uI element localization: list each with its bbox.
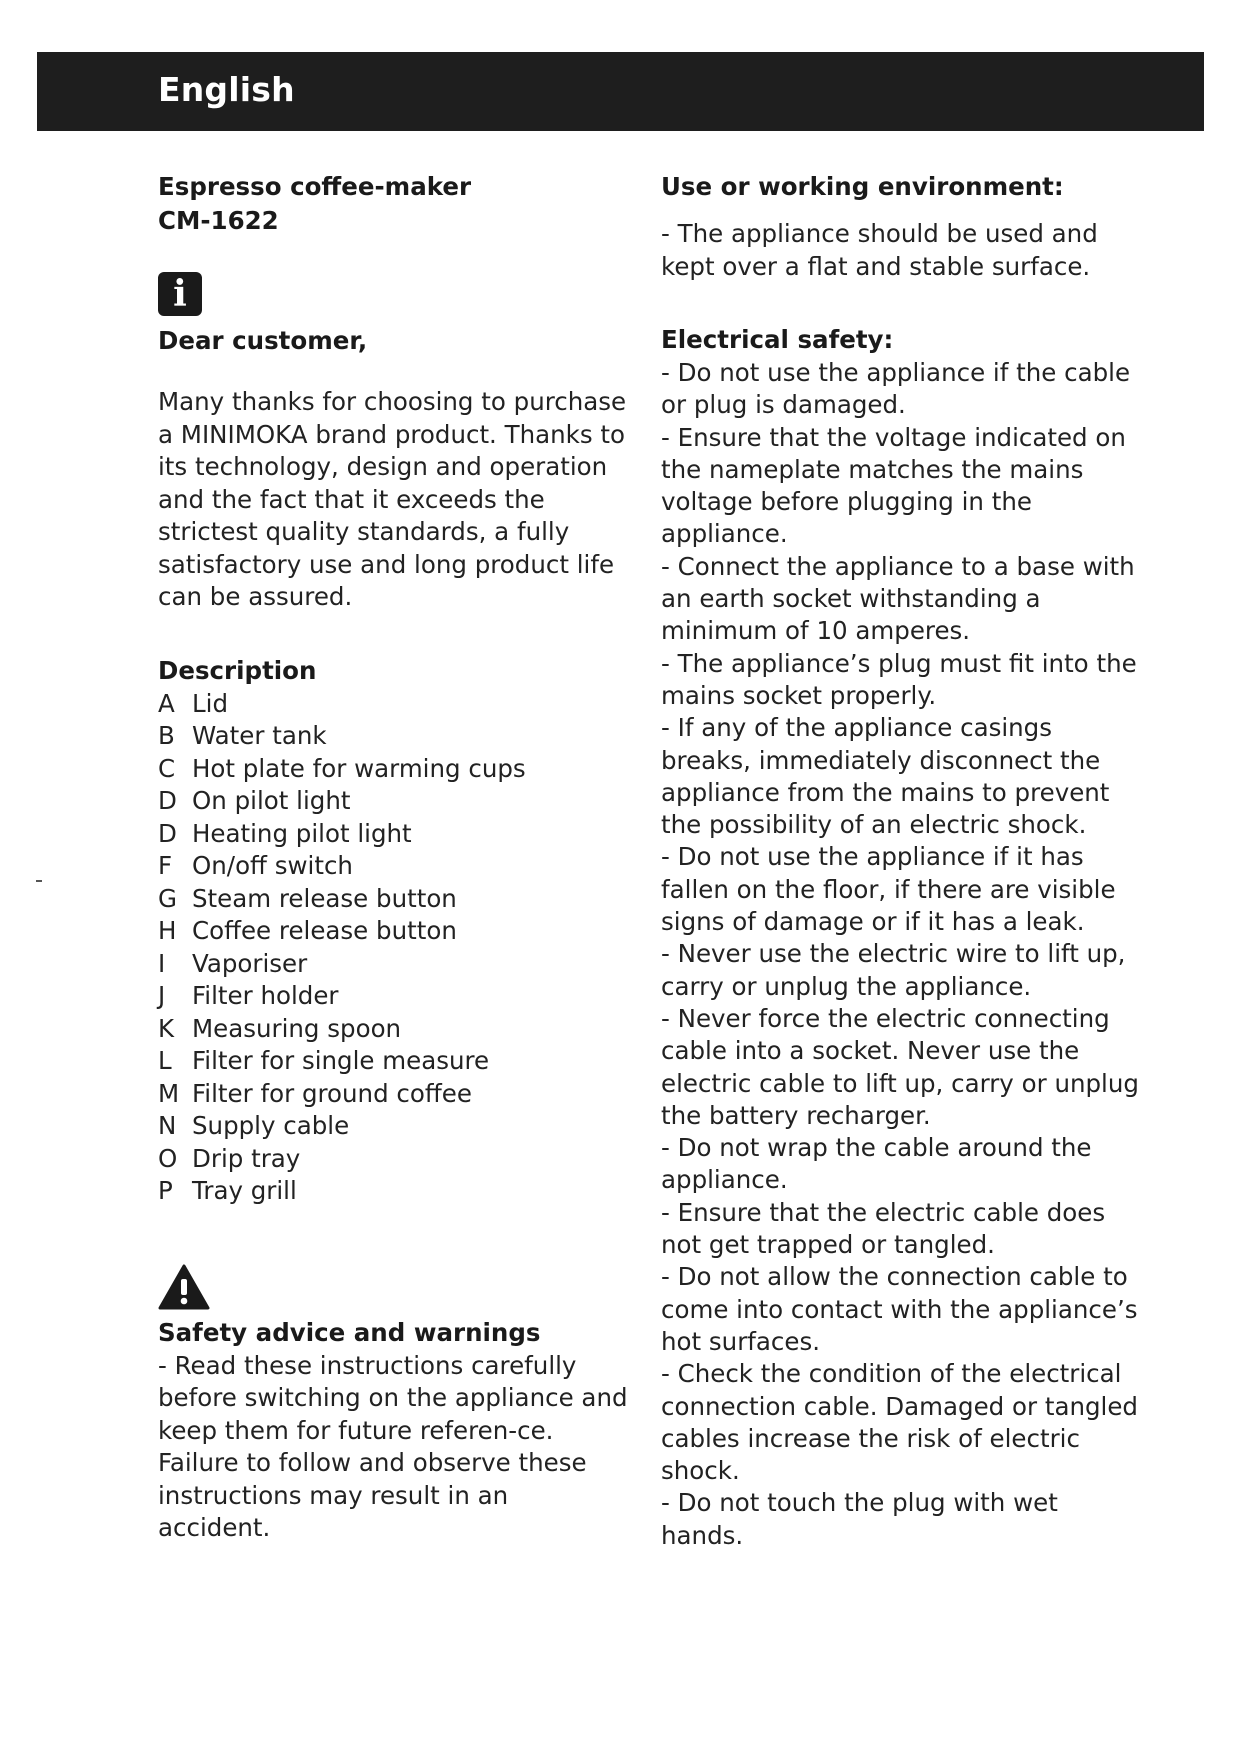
description-item [158,915,628,948]
item-label: Drip tray [192,1143,301,1173]
warning-icon [158,1264,210,1310]
description-item [158,850,628,883]
description-item [158,1110,628,1143]
item-letter: F [158,851,173,880]
language-header-bar [37,52,1204,131]
item-label: Filter for single measure [192,1046,490,1075]
description-item [158,1013,628,1046]
electrical-item: - Do not use the appliance if the cable or plug is damaged. [661,358,1131,420]
item-letter: C [158,753,176,783]
electrical-item: - Connect the appliance to a base with an earth socket withstanding a minimum of 10 amperes. [661,551,1135,646]
electrical-item: - Ensure that the voltage indicated on the nameplate matches the mains voltage before plugging in the appliance. [661,422,1126,549]
item-letter: P [158,1176,173,1205]
language-title: English [158,70,295,109]
electrical-item: - The appliance’s plug must fit into the mains socket properly. [661,648,1137,710]
electrical-title: Electrical safety: [661,325,894,354]
description-item [158,785,628,818]
item-letter: M [158,1078,180,1108]
item-label: Filter holder [192,981,339,1010]
description-item [158,688,628,721]
environment-body: - The appliance should be used and kept over a flat and stable surface. [661,219,1098,281]
description-item [158,720,628,753]
item-label: Supply cable [192,1111,350,1140]
electrical-item: - Do not use the appliance if it has fallen on the floor, if there are visible signs of damage or if it has a leak. [661,842,1116,937]
greeting-body: Many thanks for choosing to purchase a MINIMOKA brand product. Thanks to its technology, design and operation and the fact that it exceeds the strictest quality standards, a fully satisfactory use and long product life can be assured. [158,387,627,611]
safety-body: - Read these instructions carefully before switching on the appliance and keep them for future referen-ce. Failure to follow and observe these instructions may result in an accident. [158,1350,628,1542]
electrical-safety-list [661,357,1141,1552]
description-item [158,753,628,786]
description-item [158,980,628,1013]
item-letter: K [158,1013,175,1043]
item-label: Steam release button [192,883,457,913]
electrical-item: - Check the condition of the electrical connection cable. Damaged or tangled cables increase the risk of electric shock. [661,1359,1138,1486]
item-label: Heating pilot light [192,818,412,848]
item-label: Lid [192,688,229,718]
description-item [158,883,628,916]
spacer [661,283,1141,323]
left-column [158,170,628,1545]
spacer [661,204,1141,218]
electrical-item: - Never use the electric wire to lift up, carry or unplug the appliance. [661,939,1126,1001]
right-column [661,170,1141,1552]
margin-mark [36,880,42,882]
item-letter: G [158,883,177,913]
item-label: On/off switch [192,851,353,880]
electrical-item: - Do not allow the connection cable to come into contact with the appliance’s hot surfaces. [661,1262,1138,1356]
item-label: Measuring spoon [192,1013,402,1043]
item-letter: I [158,948,166,978]
item-letter: A [158,688,175,718]
item-letter: N [158,1111,177,1140]
spacer [158,614,628,654]
item-label: Coffee release button [192,916,457,945]
item-letter: D [158,818,177,848]
item-label: Hot plate for warming cups [192,753,526,783]
electrical-item: - Never force the electric connecting cable into a socket. Never use the electric cable to lift up, carry or unplug the battery recharger. [661,1003,1139,1130]
description-item [158,1175,628,1208]
item-letter: J [158,981,166,1010]
item-letter: D [158,786,177,815]
item-label: Tray grill [192,1176,297,1205]
description-item [158,818,628,851]
item-letter: O [158,1143,178,1173]
electrical-item: - If any of the appliance casings breaks, immediately disconnect the appliance from the mains to prevent the possibility of an electric shock. [661,713,1110,840]
safety-title: Safety advice and warnings [158,1317,541,1347]
electrical-item: - Do not touch the plug with wet hands. [661,1488,1058,1550]
item-label: Water tank [192,721,327,750]
product-name: Espresso coffee-maker [158,172,472,201]
info-icon: i [158,272,202,316]
electrical-item: - Do not wrap the cable around the appliance. [661,1133,1092,1195]
product-model: CM-1622 [158,206,279,235]
spacer [158,358,628,386]
description-item [158,1045,628,1078]
electrical-item: - Ensure that the electric cable does not get trapped or tangled. [661,1197,1106,1260]
description-item [158,1143,628,1176]
description-item [158,948,628,981]
description-title: Description [158,655,317,685]
description-item [158,1078,628,1111]
item-letter: L [158,1046,172,1075]
description-list [158,688,628,1208]
item-label: On pilot light [192,786,351,815]
item-label: Filter for ground coffee [192,1078,472,1108]
item-letter: H [158,916,177,945]
environment-title: Use or working environment: [661,172,1064,201]
greeting-title: Dear customer, [158,326,368,355]
item-label: Vaporiser [192,948,308,978]
item-letter: B [158,721,175,750]
